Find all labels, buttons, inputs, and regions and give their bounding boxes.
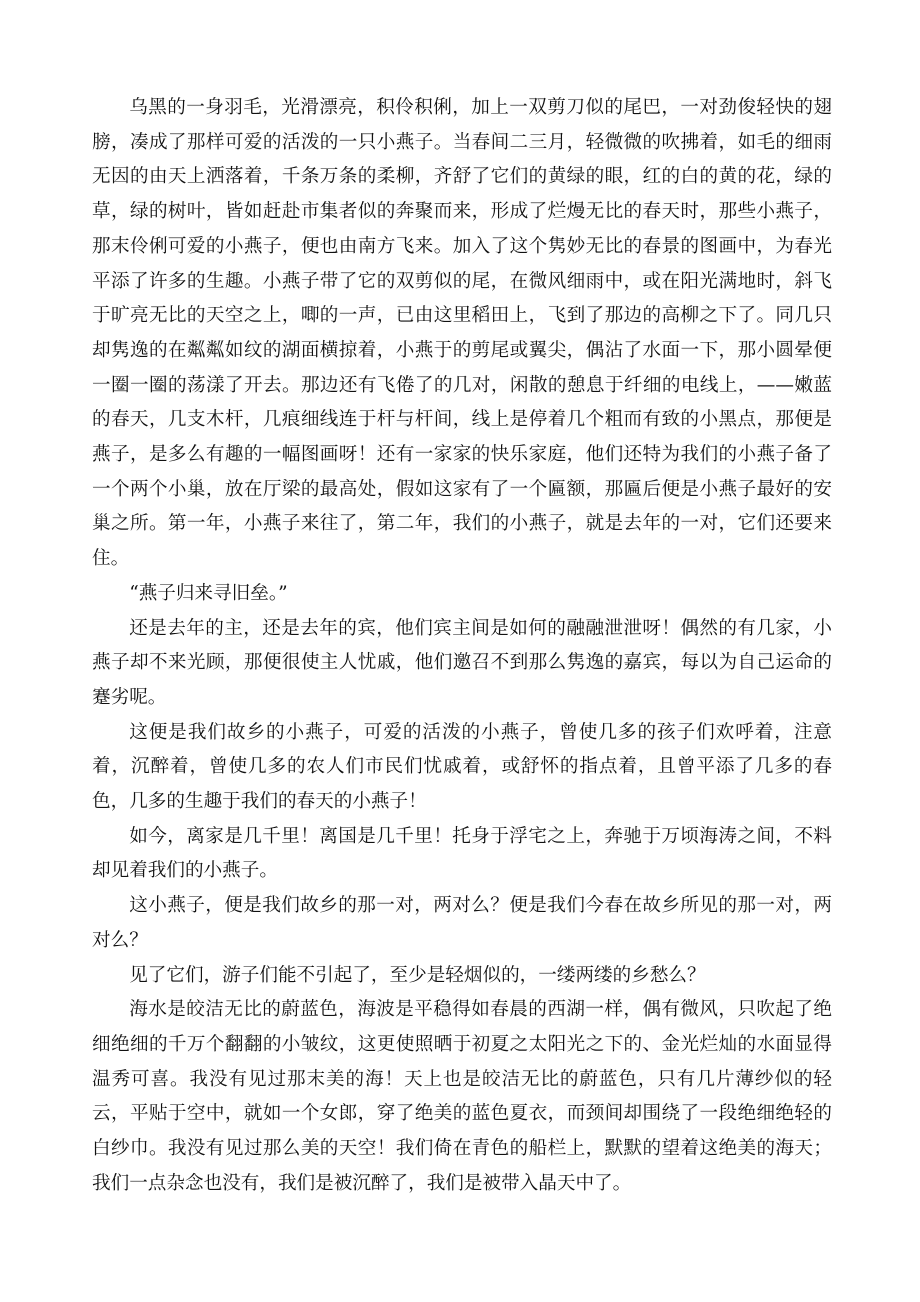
paragraph-5: 如今，离家是几千里！离国是几千里！托身于浮宅之上，奔驰于万顷海涛之间，不料却见着我们的小燕子。 <box>92 825 832 882</box>
paragraph-6: 这小燕子，便是我们故乡的那一对，两对么？便是我们今春在故乡所见的那一对，两对么？ <box>92 895 832 951</box>
document-page <box>92 91 832 1202</box>
paragraph-2-quote: “燕子归来寻旧垒。” <box>129 582 288 604</box>
paragraph-3: 还是去年的主，还是去年的宾，他们宾主间是如何的融融泄泄呀！偶然的有几家，小燕子却不来光顾，那便很使主人忧戚，他们邀召不到那么隽逸的嘉宾，每以为自己运命的蹇劣呢。 <box>92 617 832 708</box>
paragraph-7: 见了它们，游子们能不引起了，至少是轻烟似的，一缕两缕的乡愁么？ <box>129 964 706 986</box>
paragraph-8: 海水是皎洁无比的蔚蓝色，海波是平稳得如春晨的西湖一样，偶有微风，只吹起了绝细绝细的千万个翻翻的小皱纹，这更使照晒于初夏之太阳光之下的、金光烂灿的水面显得温秀可喜。我没有见过那末美的海！天上也是皎洁无比的蔚蓝色，只有几片薄纱似的轻云，平贴于空中，就如一个女郎，穿了绝美的蓝色夏衣，而颈间却围绕了一段绝细绝轻的白纱巾。我没有见过那么美的天空！我们倚在青色的船栏上，默默的望着这绝美的海天；我们一点杂念也没有，我们是被沉醉了，我们是被带入晶天中了。 <box>92 999 832 1194</box>
paragraph-1: 乌黑的一身羽毛，光滑漂亮，积伶积俐，加上一双剪刀似的尾巴，一对劲俊轻快的翅膀，凑成了那样可爱的活泼的一只小燕子。当春间二三月，轻微微的吹拂着，如毛的细雨无因的由天上洒落着，千条万条的柔柳，齐舒了它们的黄绿的眼，红的白的黄的花，绿的草，绿的树叶，皆如赶赴市集者似的奔聚而来，形成了烂熳无比的春天时，那些小燕子，那末伶俐可爱的小燕子，便也由南方飞来。加入了这个隽妙无比的春景的图画中，为春光平添了许多的生趣。小燕子带了它的双剪似的尾，在微风细雨中，或在阳光满地时，斜飞于旷亮无比的天空之上，唧的一声，已由这里稻田上，飞到了那边的高柳之下了。同几只却隽逸的在粼粼如纹的湖面横掠着，小燕于的剪尾或翼尖，偶沾了水面一下，那小圆晕便一圈一圈的荡漾了开去。那边还有飞倦了的几对，闲散的憩息于纤细的电线上，——嫩蓝的春天，几支木杆，几痕细线连于杆与杆间，线上是停着几个粗而有致的小黑点，那便是燕子，是多么有趣的一幅图画呀！还有一家家的快乐家庭，他们还特为我们的小燕子备了一个两个小巢，放在厅梁的最高处，假如这家有了一个匾额，那匾后便是小燕子最好的安巢之所。第一年，小燕子来往了，第二年，我们的小燕子，就是去年的一对，它们还要来住。 <box>92 97 832 570</box>
paragraph-4: 这便是我们故乡的小燕子，可爱的活泼的小燕子，曾使几多的孩子们欢呼着，注意着，沉醉着，曾使几多的农人们市民们忧戚着，或舒怀的指点着，且曾平添了几多的春色，几多的生趣于我们的春天的小燕子！ <box>92 721 832 813</box>
